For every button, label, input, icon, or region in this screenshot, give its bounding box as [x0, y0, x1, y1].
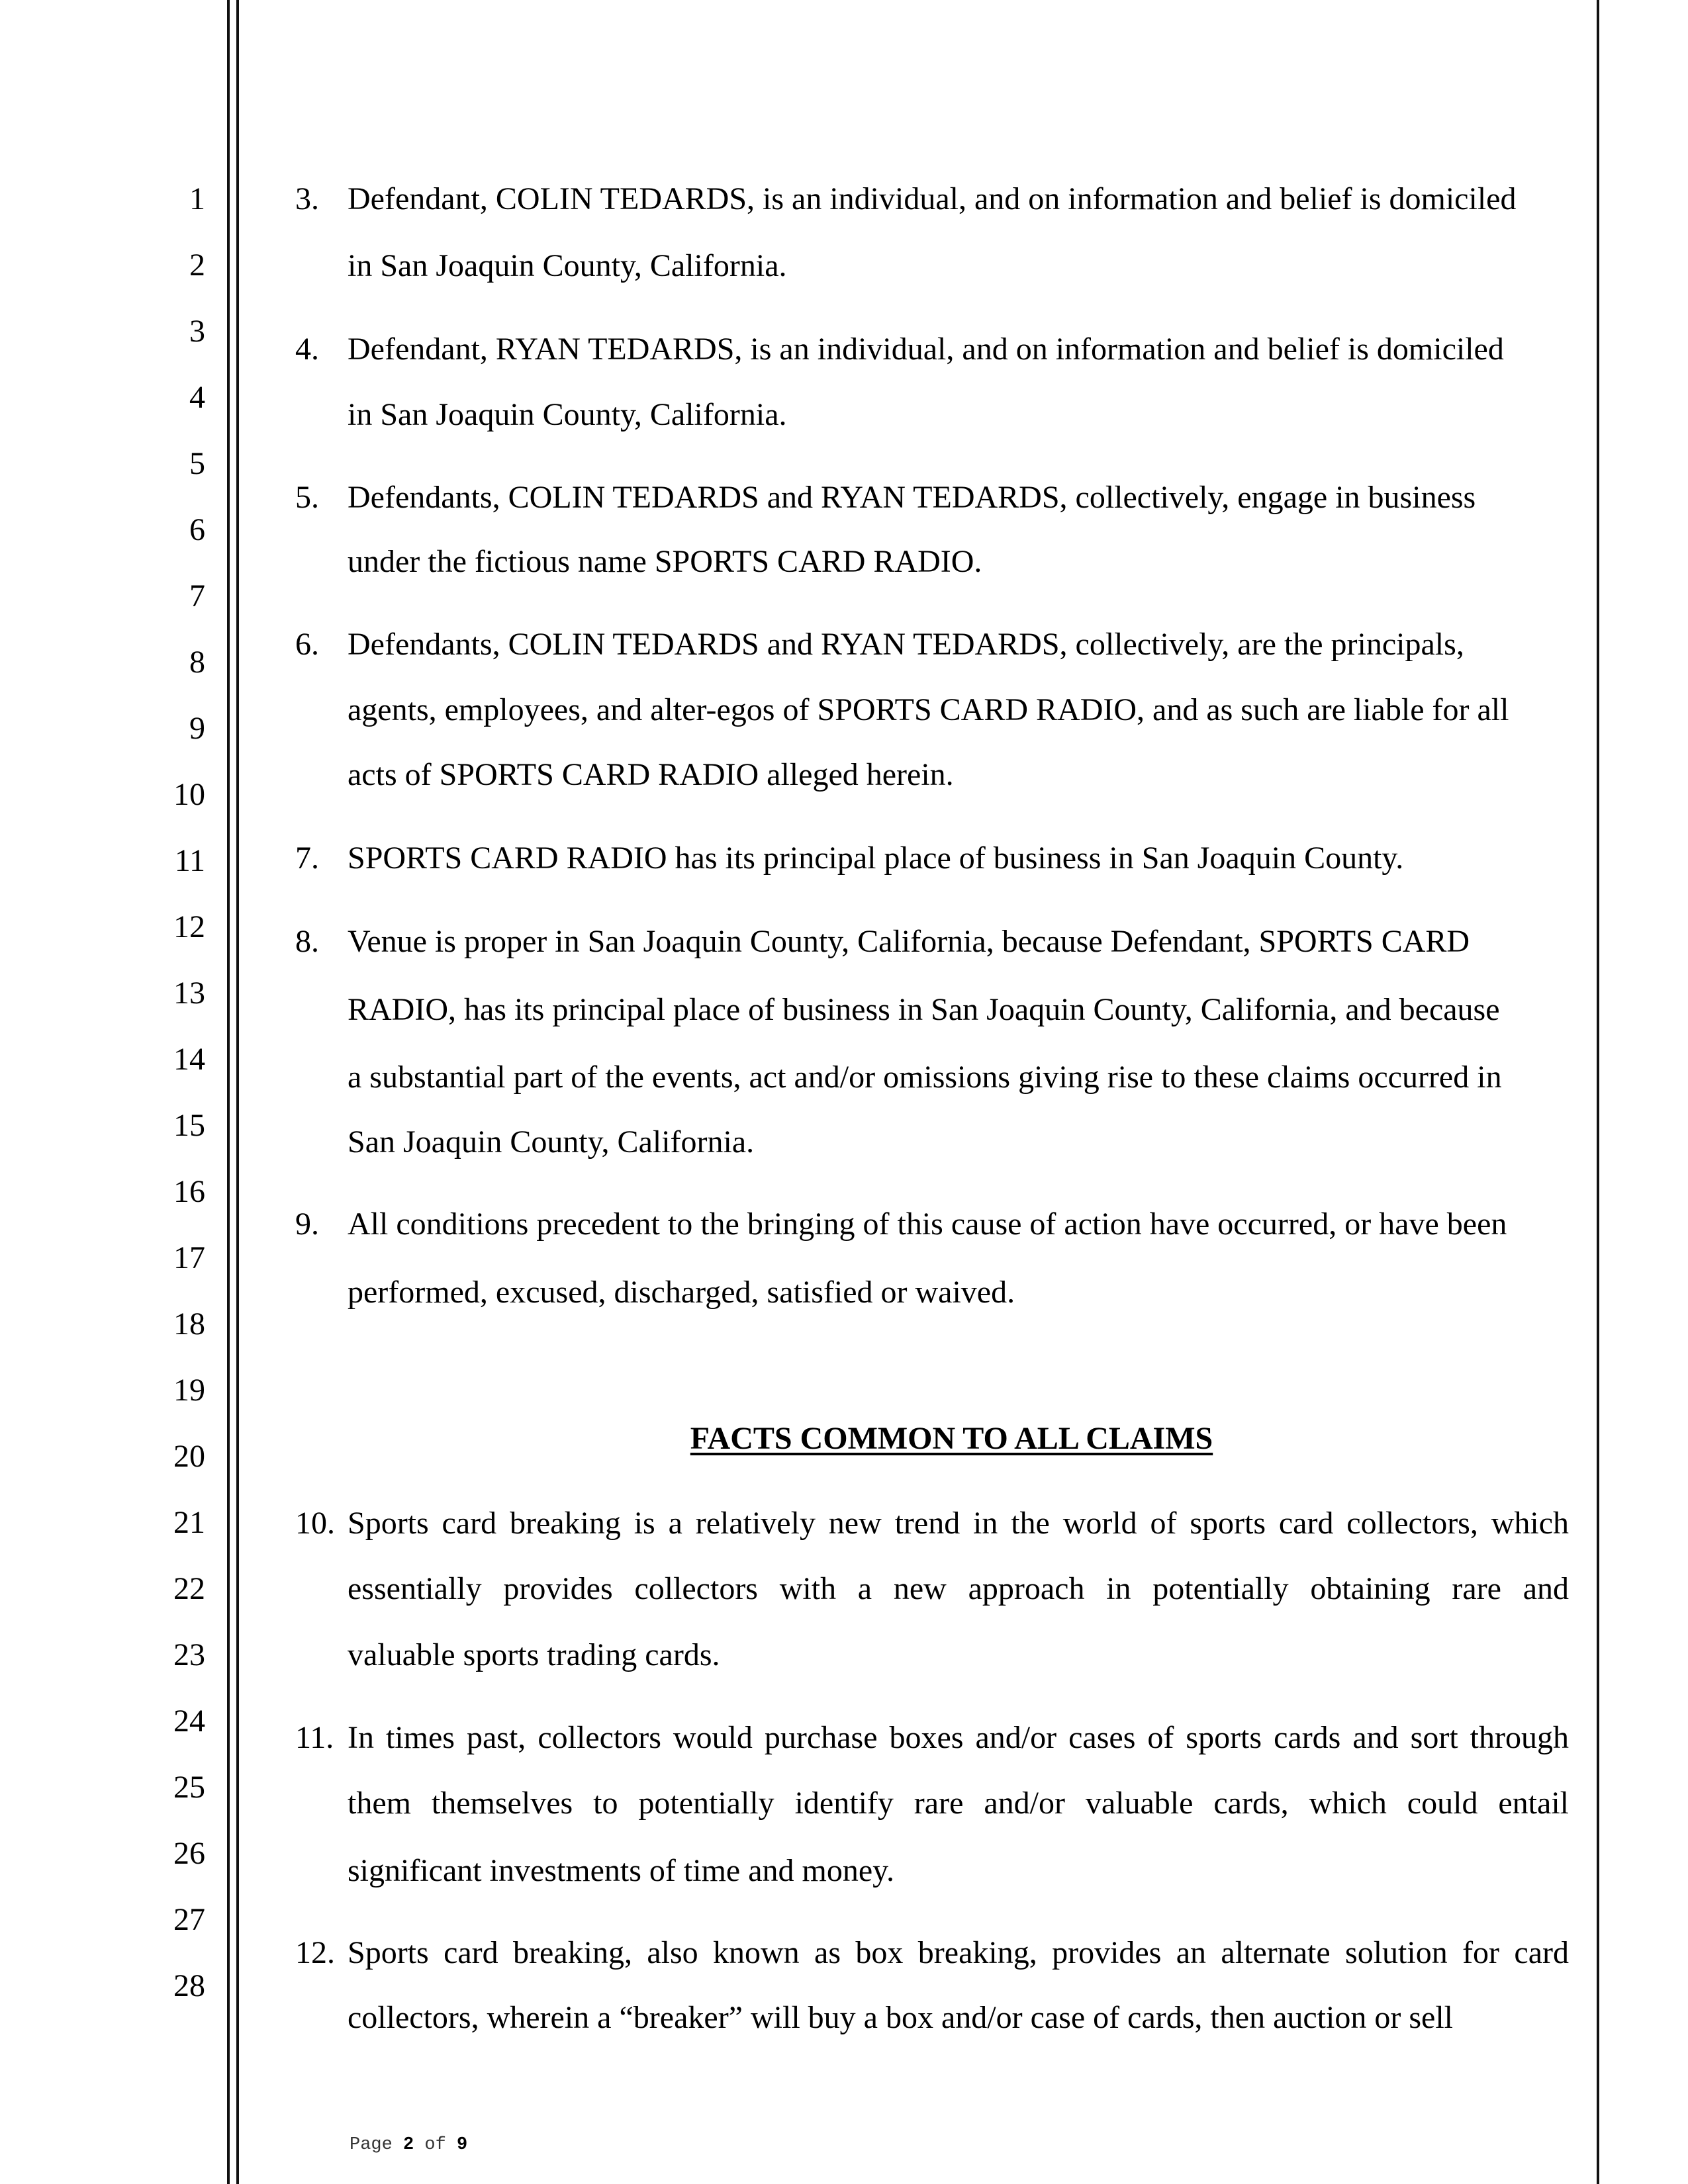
line-number: 17: [173, 1240, 205, 1275]
line-number: 7: [189, 578, 205, 614]
paragraph-line: Defendant, RYAN TEDARDS, is an individual, and on information and belief is domiciled: [348, 332, 1504, 367]
line-number: 14: [173, 1042, 205, 1077]
paragraph-line: them themselves to potentially identify rare and/or valuable cards, which could entail: [348, 1786, 1569, 1821]
paragraph-number: 9.: [295, 1206, 319, 1242]
paragraph-line: agents, employees, and alter-egos of SPORTS CARD RADIO, and as such are liable for all: [348, 692, 1509, 727]
paragraph-line: a substantial part of the events, act and/or omissions giving rise to these claims occurred in: [348, 1060, 1502, 1095]
paragraph-line: Sports card breaking, also known as box breaking, provides an alternate solution for card: [348, 1935, 1569, 1970]
paragraph-line: All conditions precedent to the bringing of this cause of action have occurred, or have been: [348, 1206, 1507, 1242]
paragraph-line: essentially provides collectors with a new approach in potentially obtaining rare and: [348, 1571, 1569, 1606]
paragraph-number: 12.: [295, 1935, 335, 1970]
page-footer: Page 2 of 9: [350, 2135, 468, 2155]
line-number: 13: [173, 976, 205, 1011]
paragraph-number: 11.: [295, 1720, 334, 1755]
left-margin-rule-outer: [227, 0, 230, 2184]
line-number: 25: [173, 1770, 205, 1805]
paragraph-number: 5.: [295, 480, 319, 515]
line-number: 9: [189, 711, 205, 746]
paragraph-number: 8.: [295, 924, 319, 959]
line-number: 23: [173, 1637, 205, 1672]
line-number: 20: [173, 1439, 205, 1474]
line-number: 19: [173, 1373, 205, 1408]
line-number: 26: [173, 1836, 205, 1871]
paragraph-line: RADIO, has its principal place of business in San Joaquin County, California, and because: [348, 992, 1500, 1027]
paragraph-line: Defendants, COLIN TEDARDS and RYAN TEDARDS, collectively, engage in business: [348, 480, 1476, 515]
paragraph-number: 6.: [295, 627, 319, 662]
line-number: 24: [173, 1704, 205, 1739]
paragraph-line: In times past, collectors would purchase boxes and/or cases of sports cards and sort through: [348, 1720, 1569, 1755]
right-margin-rule: [1597, 0, 1599, 2184]
paragraph-line: SPORTS CARD RADIO has its principal place of business in San Joaquin County.: [348, 841, 1404, 876]
paragraph-number: 4.: [295, 332, 319, 367]
section-heading: FACTS COMMON TO ALL CLAIMS: [690, 1421, 1213, 1456]
line-number: 5: [189, 446, 205, 481]
line-number: 4: [189, 380, 205, 415]
paragraph-number: 7.: [295, 841, 319, 876]
line-number: 15: [173, 1108, 205, 1143]
left-margin-rule-inner: [236, 0, 239, 2184]
line-number: 12: [173, 909, 205, 944]
paragraph-line: collectors, wherein a “breaker” will buy a box and/or case of cards, then auction or sell: [348, 2000, 1453, 2035]
line-number: 3: [189, 314, 205, 349]
paragraph-line: Defendants, COLIN TEDARDS and RYAN TEDARDS, collectively, are the principals,: [348, 627, 1464, 662]
total-pages: 9: [457, 2135, 468, 2155]
line-number: 11: [174, 843, 205, 878]
paragraph-line: under the fictious name SPORTS CARD RADIO.: [348, 544, 982, 579]
line-number: 2: [189, 248, 205, 283]
paragraph-line: valuable sports trading cards.: [348, 1637, 720, 1672]
paragraph-line: Sports card breaking is a relatively new trend in the world of sports card collectors, which: [348, 1506, 1569, 1541]
paragraph-number: 10.: [295, 1506, 335, 1541]
line-number: 6: [189, 512, 205, 547]
paragraph-line: significant investments of time and money.: [348, 1853, 895, 1888]
paragraph-number: 3.: [295, 181, 319, 216]
current-page-number: 2: [403, 2135, 414, 2155]
line-number: 27: [173, 1902, 205, 1937]
line-number: 28: [173, 1968, 205, 2003]
paragraph-line: Defendant, COLIN TEDARDS, is an individual, and on information and belief is domiciled: [348, 181, 1517, 216]
line-number: 18: [173, 1306, 205, 1342]
line-number: 22: [173, 1571, 205, 1606]
line-number: 1: [189, 181, 205, 216]
line-number: 16: [173, 1174, 205, 1209]
line-number: 10: [173, 777, 205, 812]
line-number: 8: [189, 645, 205, 680]
paragraph-line: acts of SPORTS CARD RADIO alleged herein.: [348, 757, 954, 792]
paragraph-line: San Joaquin County, California.: [348, 1124, 755, 1160]
paragraph-line: in San Joaquin County, California.: [348, 397, 787, 432]
paragraph-line: in San Joaquin County, California.: [348, 248, 787, 283]
line-number: 21: [173, 1505, 205, 1540]
paragraph-line: performed, excused, discharged, satisfied or waived.: [348, 1275, 1015, 1310]
paragraph-line: Venue is proper in San Joaquin County, California, because Defendant, SPORTS CARD: [348, 924, 1470, 959]
